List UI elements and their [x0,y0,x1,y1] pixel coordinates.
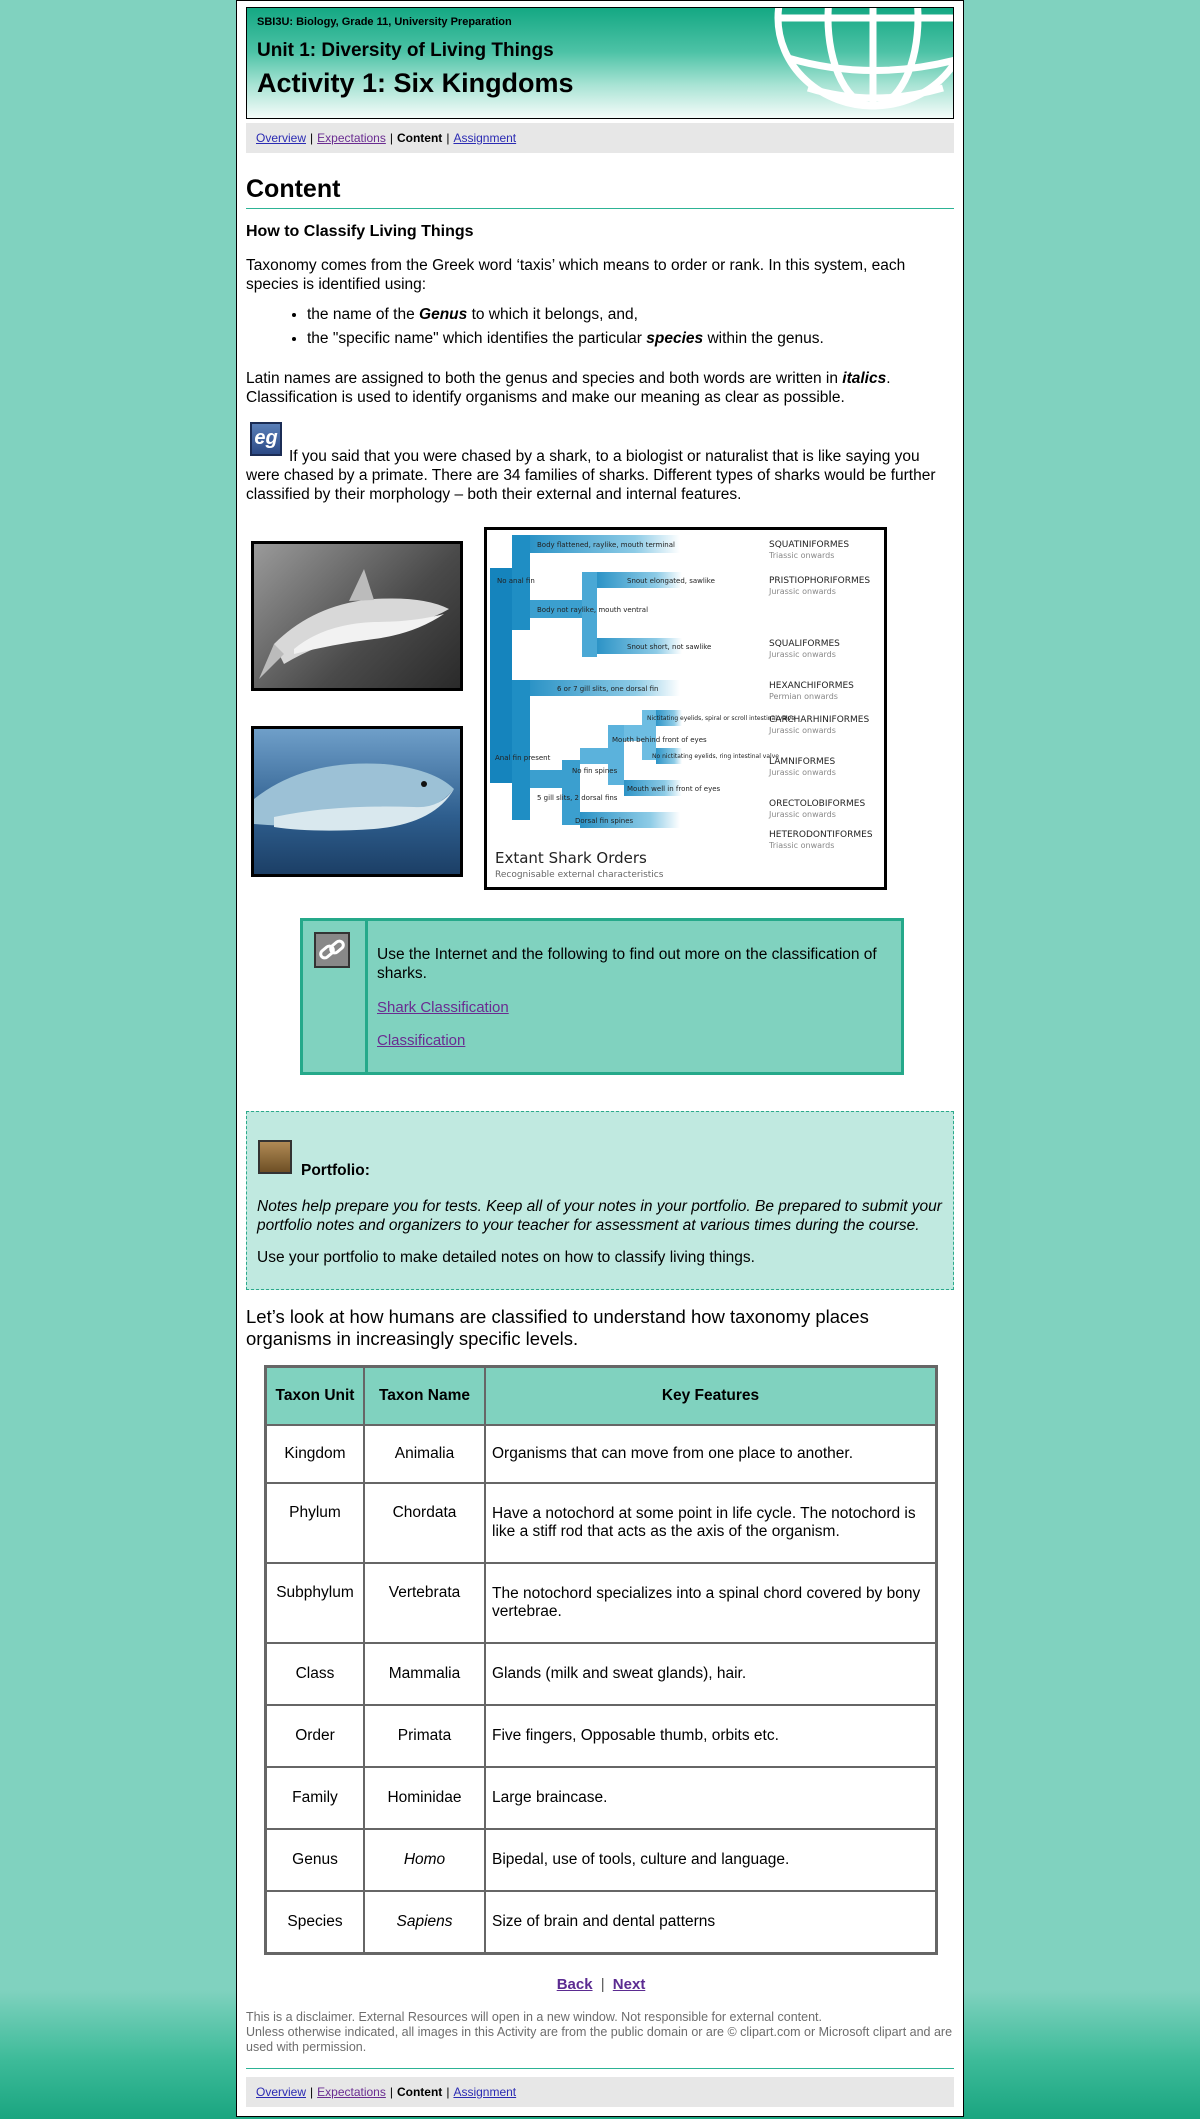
portfolio-note: Notes help prepare you for tests. Keep all of your notes in your portfolio. Be prepared to submit your portfolio notes and organizers to your teacher for assessment at various times during the course. [257,1198,942,1234]
next-link[interactable]: Next [612,1976,646,1993]
diagram-branch-label: Anal fin present [495,754,551,762]
diagram-branch-label: Nictitating eyelids, spiral or scroll intestinal valve [647,715,795,722]
list-item: • the "specific name" which identifies the particular species within the genus. [307,330,824,348]
portfolio-icon [258,1140,292,1174]
shark-orders-diagram [484,527,887,890]
nav-content-current: Content [396,2085,443,2099]
shark-order-age: Jurassic onwards [769,768,836,777]
table-row: Phylum Chordata Have a notochord at some point in life cycle. The notochord is like a stiff rod that acts as the axis of the organism. [266,1483,936,1563]
diagram-branch-label: Snout short, not sawlike [627,643,712,651]
globe-icon [753,8,953,118]
diagram-branch-label: Body flattened, raylike, mouth terminal [537,541,675,549]
shark-order-name: SQUALIFORMES [769,639,840,649]
shark-order-age: Jurassic onwards [769,726,836,735]
shark-order-name: LAMNIFORMES [769,757,836,767]
diagram-branch-label: No anal fin [497,577,535,585]
shark-order-age: Triassic onwards [769,551,835,560]
external-resources-box [300,918,904,1075]
shark-classification-link[interactable]: Shark Classification [377,999,509,1016]
header-banner [246,7,954,119]
table-header-row [266,1367,936,1425]
table-row: Family Hominidae Large braincase. [266,1767,936,1829]
table-row: Species Sapiens Size of brain and dental patterns [266,1891,936,1953]
diagram-branch-label: Dorsal fin spines [575,817,634,825]
shark-order-name: CARCHARHINIFORMES [769,715,870,725]
diagram-branch-label: No fin spines [572,767,618,775]
back-link[interactable]: Back [556,1976,593,1993]
shark-order-age: Permian onwards [769,692,838,701]
column-header: Key Features [485,1367,936,1425]
diagram-branch-label: Mouth behind front of eyes [612,736,707,744]
bottom-nav: Overview | Expectations | Content | Assignment [246,2077,954,2107]
shark-order-name: HETERODONTIFORMES [769,830,873,840]
intro-paragraph: Taxonomy comes from the Greek word ‘taxis’ which means to order or rank. In this system, each species is identified using: [246,257,906,293]
nav-overview-link[interactable]: Overview [256,131,307,145]
table-row: Subphylum Vertebrata The notochord specializes into a spinal chord covered by bony vertebrae. [266,1563,936,1643]
latin-paragraph: Latin names are assigned to both the genus and species and both words are written in italics. Classification is used to identify organisms and make our meaning as clear as possible. [246,370,891,406]
portfolio-box [246,1111,954,1290]
taxonomy-intro: Let’s look at how humans are classified to understand how taxonomy places organisms in increasingly specific levels. [246,1306,869,1349]
diagram-branch-label: 5 gill slits, 2 dorsal fins [537,794,618,802]
tiger-shark-image [251,726,463,877]
shark-order-age: Jurassic onwards [769,587,836,596]
page-container [236,0,964,2117]
table-row: Genus Homo Bipedal, use of tools, culture and language. [266,1829,936,1891]
page-title: Content [246,175,954,209]
nav-assignment-link[interactable]: Assignment [453,2085,517,2099]
table-row: Kingdom Animalia Organisms that can move from one place to another. [266,1425,936,1483]
nav-assignment-link[interactable]: Assignment [453,131,517,145]
diagram-title: Extant Shark Orders [495,849,647,867]
diagram-branch-label: Body not raylike, mouth ventral [537,606,649,614]
activity-title: Activity 1: Six Kingdoms [257,68,574,98]
nav-expectations-link[interactable]: Expectations [317,131,386,145]
external-instruction: Use the Internet and the following to find out more on the classification of sharks. [377,946,877,982]
diagram-branch-label: No nictitating eyelids, ring intestinal valve [652,753,779,760]
shark-order-age: Jurassic onwards [769,650,836,659]
box-divider [365,921,368,1072]
list-item: • the name of the Genus to which it belongs, and, [307,306,824,324]
shark-order-age: Triassic onwards [769,841,835,850]
top-nav: Overview | Expectations | Content | Assignment [246,123,954,153]
section-subheading: How to Classify Living Things [246,223,474,240]
nav-content-current: Content [396,131,443,145]
shark-order-name: HEXANCHIFORMES [769,681,854,691]
footer-divider [246,2068,954,2069]
nav-expectations-link[interactable]: Expectations [317,2085,386,2099]
portfolio-title: Portfolio: [301,1162,370,1179]
example-icon: eg [250,422,282,456]
course-title: SBI3U: Biology, Grade 11, University Preparation [257,16,512,28]
taxonomy-table [264,1365,938,1955]
great-white-shark-image [251,541,463,691]
nav-overview-link[interactable]: Overview [256,2085,307,2099]
shark-order-name: ORECTOLOBIFORMES [769,799,866,809]
table-row: Order Primata Five fingers, Opposable thumb, orbits etc. [266,1705,936,1767]
diagram-branch-label: Mouth well in front of eyes [627,785,721,793]
chain-link-icon [314,932,350,968]
shark-order-age: Jurassic onwards [769,810,836,819]
identification-list [277,306,824,354]
disclaimer: This is a disclaimer. External Resources will open in a new window. Not responsible for external content. Unless otherwise indicated, all images in this Activity are from the public domain or are © clipart.com or Microsoft clipart and are used with permission. [246,2010,953,2054]
diagram-branch-label: Snout elongated, sawlike [627,577,715,585]
pager: Back | Next [556,1976,646,1993]
column-header: Taxon Name [364,1367,485,1425]
shark-order-name: PRISTIOPHORIFORMES [769,576,871,586]
classification-link[interactable]: Classification [377,1032,466,1049]
shark-order-name: SQUATINIFORMES [769,540,850,550]
unit-title: Unit 1: Diversity of Living Things [257,40,554,61]
diagram-subtitle: Recognisable external characteristics [495,870,664,880]
column-header: Taxon Unit [266,1367,364,1425]
table-row: Class Mammalia Glands (milk and sweat glands), hair. [266,1643,936,1705]
portfolio-instruction: Use your portfolio to make detailed notes on how to classify living things. [257,1249,755,1266]
example-paragraph: If you said that you were chased by a shark, to a biologist or naturalist that is like saying you were chased by a primate. There are 34 families of sharks. Different types of sharks would be further classified by their morphology – both their external and internal features. [246,448,936,503]
diagram-branch-label: 6 or 7 gill slits, one dorsal fin [557,685,659,693]
